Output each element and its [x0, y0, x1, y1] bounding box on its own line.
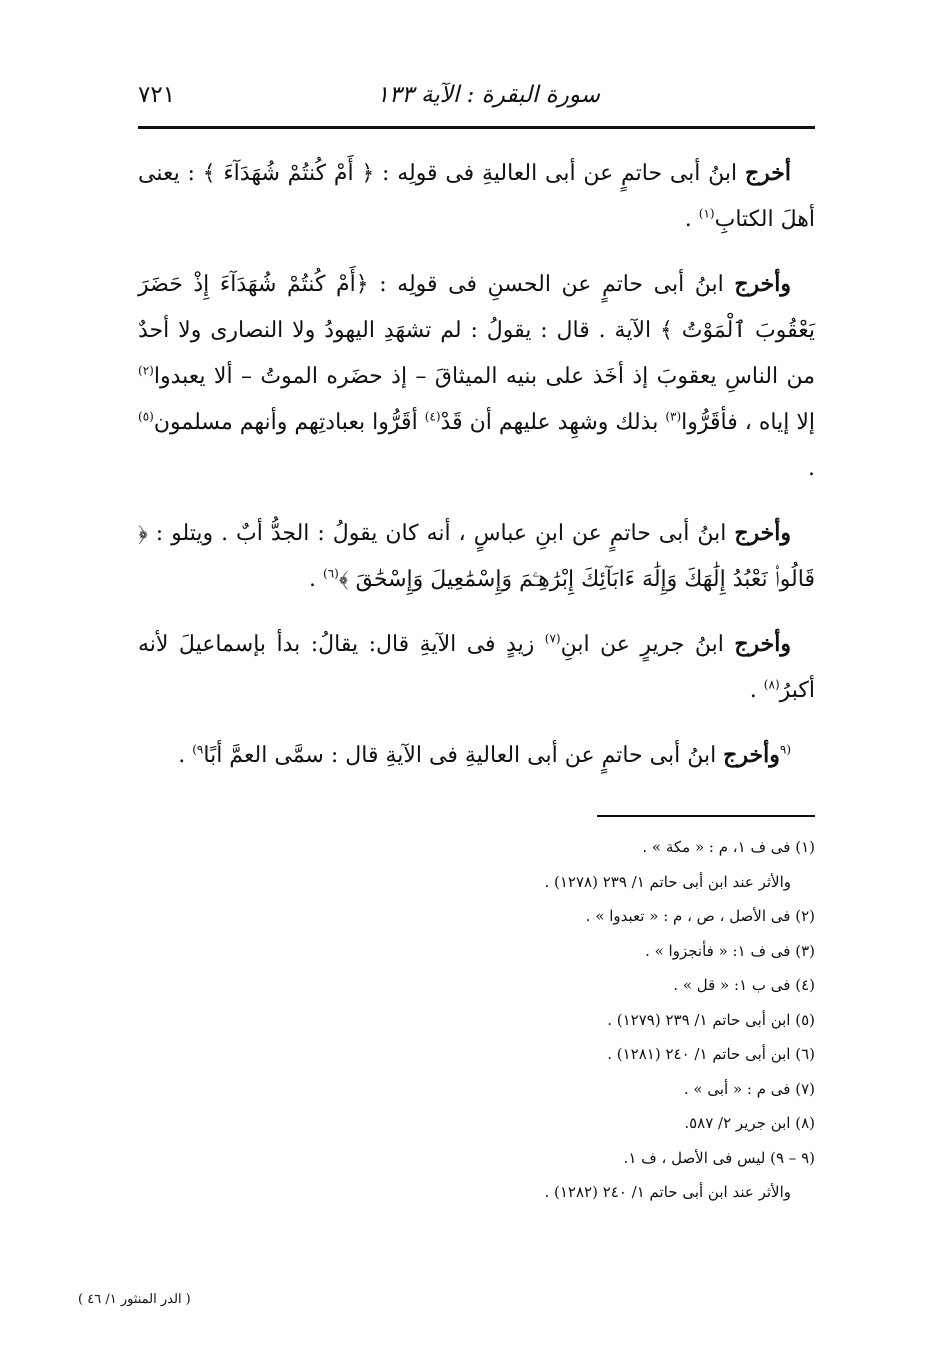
paragraph-lead: أخرج: [744, 160, 791, 186]
paragraph-tail: .: [684, 207, 699, 232]
footnote-rule: [597, 815, 815, 817]
header-rule: [138, 126, 815, 129]
paragraph-tail: .: [749, 678, 764, 703]
footnote-marker: (٣): [665, 409, 682, 424]
paragraph-text: ابنُ أبى حاتمٍ عن أبى العاليةِ فى قولِه : ﴿ أَمْ كُنتُمْ شُهَدَآءَ ﴾ : يعنى أهلَ الكتابِ: [138, 161, 815, 232]
paragraph-tail: .: [808, 456, 815, 481]
footnote: (٧) فى م : « أبى » .: [683, 1079, 815, 1098]
paragraph-4: [138, 621, 815, 714]
footnote-continuation: والأثر عند ابن أبى حاتم ١/ ٢٤٠ (١٢٨٢) .: [544, 1183, 791, 1201]
paragraph-text: زيدٍ فى الآيةِ قال: يقالُ: بدأ بإسماعيلَ لأنه أكبرُ: [138, 632, 815, 703]
footnotes: [138, 830, 815, 1210]
paragraph-text: إلا إياه ، فأقَرُّوا: [681, 410, 815, 435]
paragraph-lead: وأخرج: [734, 631, 791, 657]
footnote: (١) فى ف ١، م : « مكة » .: [642, 838, 815, 856]
footnote-marker: (٦): [323, 566, 339, 581]
page-number: ٧٢١: [138, 82, 176, 108]
paragraph-1: [138, 150, 815, 243]
paragraph-tail: .: [178, 743, 193, 768]
paragraph-tail: .: [309, 567, 323, 592]
footnote-marker: (٧): [544, 631, 561, 646]
paragraph-text: ابنُ أبى حاتمٍ عن ابنِ عباسٍ ، أنه كان يقولُ : الجدُّ أبٌ . ويتلو : ﴿ قَالُوا۟ نَعْبُدُ إِلَٰهَكَ وَإِلَٰهَ ءَابَآئِكَ إِبْرَٰهِـۧمَ وَإِسْمَٰعِيلَ وَإِسْحَٰقَ ﴾: [138, 521, 815, 592]
footnote: (٩ – ٩) ليس فى الأصل ، ف ١.: [623, 1148, 815, 1167]
paragraph-text: أقَرُّوا بعبادتِهم وأنهم مسلمون: [153, 410, 425, 435]
paragraph-3: [138, 510, 815, 603]
paragraph-5: [138, 732, 815, 779]
footnote-continuation: والأثر عند ابن أبى حاتم ١/ ٢٣٩ (١٢٧٨) .: [544, 872, 791, 891]
source-label: ( الدر المنثور ١/ ٤٦ ): [78, 1292, 191, 1307]
footnote-marker: (٩: [779, 742, 791, 757]
footnote-marker: (٤): [424, 409, 441, 424]
footnote-marker: (١): [698, 206, 715, 221]
footnote: (٦) ابن أبى حاتم ١/ ٢٤٠ (١٢٨١) .: [607, 1045, 815, 1063]
footnote-marker: (٨): [763, 677, 780, 692]
footnote: (٣) فى ف ١: « فأنجزوا » .: [645, 941, 815, 960]
footnote: (٢) فى الأصل ، ص ، م : « تعبدوا » .: [585, 907, 815, 925]
paragraph-lead: وأخرج: [723, 742, 780, 768]
paragraph-text: ابنُ أبى حاتمٍ عن الحسنِ فى قولِه : ﴿أَمْ كُنتُمْ شُهَدَآءَ إِذْ حَضَرَ يَعْقُوبَ ٱلْمَوْتُ ﴾ الآية . قال : يقولُ : لم تشهَدِ اليهودُ ولا النصارى ولا أحدٌ من الناسِ يعقوبَ إذ أخَذ على بنيه الميثاقَ – إذ حضَره الموتُ – ألا يعبدوا: [138, 272, 815, 389]
paragraph-text: ابنُ جريرٍ عن ابنِ: [560, 632, 735, 657]
paragraph-text: ابنُ أبى حاتمٍ عن أبى العاليةِ فى الآيةِ قال : سمَّى العمَّ أبًا: [203, 743, 724, 768]
page-header: [138, 78, 815, 118]
footnote-marker: (٥): [138, 409, 154, 424]
footnote: (٨) ابن جرير ٢/ ٥٨٧.: [684, 1114, 815, 1132]
paragraph-2: [138, 261, 815, 492]
footnote: (٤) فى ب ١: « قل » .: [673, 976, 815, 994]
paragraph-lead: وأخرج: [734, 520, 791, 546]
paragraph-lead: وأخرج: [734, 271, 791, 297]
footnote-marker: (٢): [138, 363, 154, 378]
paragraph-text: بذلك وشهِد عليهم أن قَدْ: [440, 410, 666, 435]
footnote-marker: ٩): [192, 742, 204, 757]
main-text: [138, 150, 815, 797]
footnote: (٥) ابن أبى حاتم ١/ ٢٣٩ (١٢٧٩) .: [607, 1010, 815, 1029]
running-title: سورة البقرة : الآية ١٣٣: [376, 82, 600, 108]
